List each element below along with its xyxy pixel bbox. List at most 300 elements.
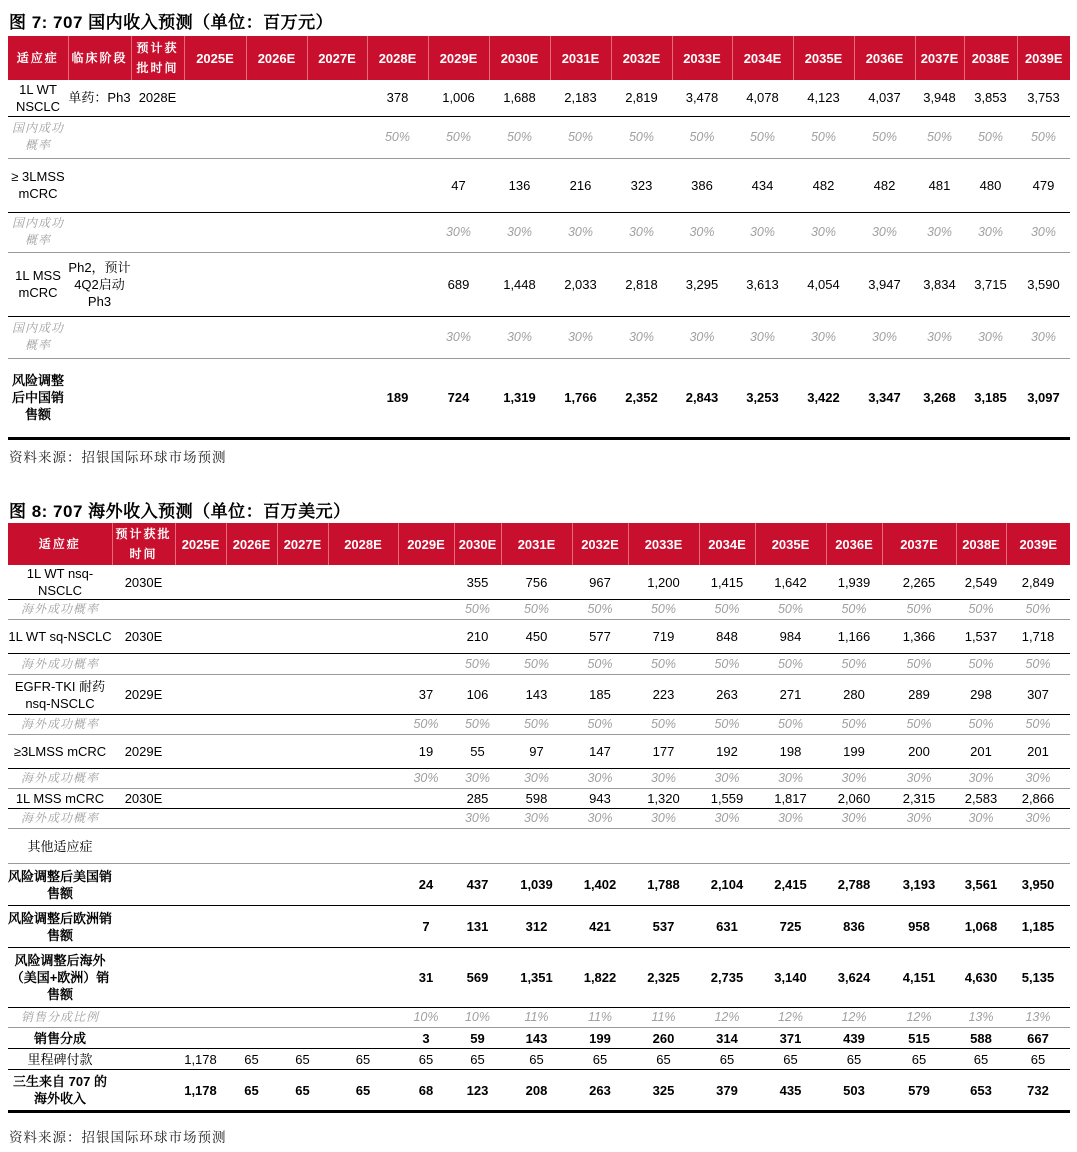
table-cell: 50%	[464, 602, 491, 616]
table-cell: 579	[908, 1082, 930, 1098]
table-cell: 2,352	[625, 390, 658, 405]
table-cell: 1,559	[710, 791, 744, 806]
table-cell	[454, 829, 501, 864]
table-cell: 1,939	[837, 574, 871, 590]
table-cell	[68, 212, 131, 252]
table-cell: 50%	[714, 602, 740, 616]
table-cell	[1006, 829, 1070, 864]
table-cell: 65	[244, 1082, 259, 1098]
table-cell	[226, 809, 277, 829]
table-cell: 198	[779, 744, 802, 759]
row-label: 海外成功概率	[20, 717, 99, 731]
table-cell	[226, 735, 277, 769]
table-cell	[367, 316, 428, 358]
table-cell: 379	[716, 1082, 738, 1098]
table-cell	[112, 1049, 175, 1070]
column-header: 2037E	[915, 36, 964, 80]
column-header: 2035E	[793, 36, 854, 80]
table-cell: 3,478	[685, 90, 719, 106]
table-cell: 65	[529, 1051, 544, 1067]
table-cell: 1,319	[503, 390, 536, 405]
table-cell: 50%	[968, 602, 994, 616]
table-cell: 537	[652, 919, 675, 934]
table-cell: 3,948	[923, 90, 956, 106]
table-cell: 50%	[587, 656, 613, 671]
table-cell: 30%	[777, 771, 804, 785]
table-cell: 1,766	[564, 390, 597, 405]
table-cell: 667	[1027, 1030, 1049, 1046]
table-cell	[328, 864, 398, 906]
table-cell: 30%	[567, 224, 594, 239]
table-cell: 50%	[777, 602, 804, 616]
table-cell: 2028E	[138, 90, 177, 106]
table-cell	[131, 358, 184, 438]
table-cell: 943	[589, 791, 611, 806]
table-cell: 1,351	[520, 970, 553, 985]
table-cell: 1,366	[902, 629, 936, 644]
table-cell: 2,325	[647, 970, 680, 985]
table-cell: 50%	[1025, 602, 1051, 616]
table-cell: 65	[846, 1051, 862, 1067]
table-cell	[246, 158, 307, 212]
table-cell	[328, 600, 398, 620]
table-row	[8, 212, 1070, 252]
table-cell: 482	[873, 177, 896, 193]
table-cell: 65	[719, 1051, 735, 1067]
table-cell: 30%	[650, 771, 677, 785]
table-cell: 65	[355, 1051, 371, 1067]
table-cell: 192	[716, 744, 738, 759]
table-cell: 2029E	[124, 687, 163, 702]
table-cell	[246, 252, 307, 316]
table-cell: 1,006	[442, 90, 475, 106]
row-label: 风险调整后中国销售额	[11, 373, 64, 422]
table-cell: 2,549	[964, 574, 998, 590]
table-cell	[367, 212, 428, 252]
table-cell: 3	[422, 1030, 430, 1046]
table-cell: 836	[843, 919, 865, 934]
row-label: 国内成功概率	[11, 121, 64, 152]
table-row	[8, 316, 1070, 358]
table-cell: 1,537	[964, 629, 998, 644]
table-row	[8, 158, 1070, 212]
column-header: 2028E	[367, 36, 428, 80]
table-cell: 756	[525, 574, 548, 590]
table-cell: 50%	[523, 602, 550, 616]
table-cell	[131, 158, 184, 212]
table-cell	[226, 1008, 277, 1028]
table-cell: 30%	[1030, 329, 1057, 344]
table-cell	[277, 1028, 328, 1049]
table-cell: 30%	[714, 811, 740, 825]
table-cell: 2,818	[625, 276, 658, 292]
table-cell	[226, 829, 277, 864]
table-cell: 439	[843, 1030, 865, 1046]
table-cell: 3,834	[923, 276, 956, 292]
table-cell: 30%	[968, 771, 994, 785]
column-header: 2033E	[672, 36, 732, 80]
table-cell: 30%	[689, 224, 715, 239]
table-cell: 2,583	[964, 791, 998, 806]
table-cell: 65	[911, 1051, 927, 1067]
table-cell: 719	[652, 629, 675, 644]
column-header: 2032E	[611, 36, 672, 80]
table-cell: 50%	[968, 656, 994, 671]
table-cell	[184, 116, 246, 158]
table-cell: 11%	[587, 1010, 613, 1024]
table-cell: 65	[1030, 1051, 1046, 1067]
table-cell: 588	[970, 1030, 992, 1046]
table-cell: 3,613	[746, 276, 779, 292]
table-cell: 577	[589, 629, 611, 644]
table-cell	[112, 864, 175, 906]
table-cell: 50%	[841, 656, 867, 671]
table-cell: 11%	[651, 1010, 676, 1024]
table-cell: 13%	[968, 1010, 994, 1024]
table-cell: 50%	[906, 656, 932, 671]
column-header: 2030E	[489, 36, 550, 80]
table-cell	[184, 158, 246, 212]
table-cell: 263	[589, 1082, 611, 1098]
table-cell	[112, 948, 175, 1008]
table-cell: 97	[529, 744, 544, 759]
table-cell	[175, 769, 226, 789]
table-cell: 3,347	[868, 390, 901, 405]
column-header: 2038E	[964, 36, 1017, 80]
table-cell: 323	[630, 177, 653, 193]
overseas-revenue-table	[8, 523, 1070, 1113]
table-cell	[175, 620, 226, 654]
table-cell: 5,135	[1021, 970, 1055, 985]
column-header: 2031E	[550, 36, 611, 80]
table-cell: 50%	[749, 129, 776, 144]
table-cell	[246, 80, 307, 116]
table-cell	[175, 715, 226, 735]
table-cell: 30%	[1025, 771, 1051, 785]
column-header: 2035E	[755, 523, 826, 565]
table-cell: 30%	[1030, 224, 1057, 239]
table-cell: 177	[652, 744, 675, 759]
table-row	[8, 1028, 1070, 1049]
table-cell: 147	[589, 744, 611, 759]
table-cell	[131, 212, 184, 252]
column-header: 2039E	[1006, 523, 1070, 565]
table-cell	[246, 358, 307, 438]
table-cell: 30%	[749, 224, 776, 239]
table-row	[8, 116, 1070, 158]
table-cell	[277, 829, 328, 864]
table-cell	[226, 906, 277, 948]
table-cell	[112, 769, 175, 789]
table-cell: 434	[751, 177, 774, 193]
column-header: 2025E	[184, 36, 246, 80]
table-cell: 482	[812, 177, 835, 193]
table-cell: 50%	[506, 129, 533, 144]
column-header: 临床阶段	[68, 36, 131, 80]
table-cell: 50%	[871, 129, 898, 144]
table-row	[8, 675, 1070, 715]
table-cell	[175, 565, 226, 600]
table-cell: 50%	[777, 656, 804, 671]
table-cell	[277, 809, 328, 829]
table-cell: 4,037	[868, 90, 901, 106]
row-label: 1L WT sq-NSCLC	[8, 629, 112, 644]
table-cell	[112, 1028, 175, 1049]
figure-7-source: 资料来源：招银国际环球市场预测	[9, 450, 227, 465]
table-cell: 325	[652, 1082, 675, 1098]
table-cell: 3,753	[1027, 90, 1060, 106]
table-cell	[184, 358, 246, 438]
row-label: 国内成功概率	[11, 321, 64, 352]
table-cell: 3,950	[1021, 877, 1055, 892]
table-cell: 421	[589, 919, 611, 934]
table-cell: 450	[525, 629, 548, 644]
table-cell: 1,822	[583, 970, 617, 985]
table-cell	[277, 789, 328, 809]
column-header: 2027E	[307, 36, 367, 80]
table-cell: 1,718	[1021, 629, 1055, 644]
table-cell	[226, 948, 277, 1008]
table-cell: 30%	[628, 224, 655, 239]
table-cell	[328, 654, 398, 675]
table-cell: 50%	[714, 656, 740, 671]
table-cell	[112, 1008, 175, 1028]
table-cell: 1,068	[964, 919, 998, 934]
table-row	[8, 829, 1070, 864]
table-cell	[226, 565, 277, 600]
table-cell: 1,178	[184, 1051, 217, 1067]
table-cell: 201	[970, 744, 992, 759]
table-row	[8, 809, 1070, 829]
table-cell	[175, 829, 226, 864]
row-label: 其他适应症	[27, 838, 93, 854]
table-cell: 30%	[977, 224, 1004, 239]
table-cell	[328, 789, 398, 809]
table-cell	[277, 654, 328, 675]
table-cell: 30%	[464, 771, 491, 785]
table-cell: 68	[418, 1082, 434, 1098]
row-label: 海外成功概率	[20, 656, 99, 671]
table-cell: 30%	[871, 329, 898, 344]
table-cell: 30%	[871, 224, 898, 239]
table-cell	[277, 769, 328, 789]
table-cell: 631	[716, 919, 738, 934]
table-cell: 12%	[841, 1010, 867, 1024]
table-cell	[246, 116, 307, 158]
table-row	[8, 252, 1070, 316]
table-cell: 50%	[926, 129, 953, 144]
table-cell: 480	[979, 177, 1002, 193]
table-cell: 378	[386, 90, 409, 106]
table-cell: 2030E	[124, 791, 163, 806]
table-cell: 1,178	[184, 1082, 217, 1098]
table-cell: 单药：Ph3	[68, 90, 131, 106]
table-cell	[328, 769, 398, 789]
table-cell: 50%	[523, 656, 550, 671]
table-cell: 50%	[810, 129, 837, 144]
table-cell: 30%	[689, 329, 715, 344]
table-cell: 30%	[587, 771, 613, 785]
table-cell: 2,788	[837, 877, 871, 892]
column-header: 2034E	[732, 36, 793, 80]
table-cell: 30%	[810, 224, 837, 239]
table-cell: 355	[466, 574, 489, 590]
table-cell	[328, 948, 398, 1008]
column-header: 2028E	[328, 523, 398, 565]
row-label: 1L WT nsq-NSCLC	[26, 566, 94, 598]
table-cell	[826, 829, 882, 864]
table-cell	[277, 735, 328, 769]
table-cell	[226, 654, 277, 675]
table-cell: 1,448	[503, 276, 536, 292]
table-cell: 1,402	[583, 877, 617, 892]
table-cell: 50%	[413, 717, 439, 731]
table-cell: 30%	[445, 329, 472, 344]
table-cell	[184, 80, 246, 116]
column-header: 2026E	[226, 523, 277, 565]
column-header: 2036E	[826, 523, 882, 565]
table-cell: 307	[1027, 687, 1049, 702]
row-label: 1L MSS mCRC	[15, 268, 61, 300]
table-cell: 3,947	[868, 276, 901, 292]
table-cell: 50%	[445, 129, 472, 144]
column-header: 2031E	[501, 523, 572, 565]
table-cell: 30%	[777, 811, 804, 825]
table-cell	[175, 654, 226, 675]
table-cell: 30%	[523, 811, 550, 825]
table-cell: 271	[779, 687, 802, 702]
table-cell: 106	[466, 687, 489, 702]
row-label: 1L MSS mCRC	[15, 791, 105, 806]
table-cell	[277, 1008, 328, 1028]
table-cell: 3,561	[964, 877, 998, 892]
table-cell: 10%	[464, 1010, 491, 1024]
table-cell: 30%	[523, 771, 550, 785]
table-cell: 2,866	[1021, 791, 1055, 806]
table-cell	[572, 829, 628, 864]
table-cell	[277, 675, 328, 715]
table-cell	[226, 769, 277, 789]
table-cell	[328, 1008, 398, 1028]
row-label: 海外成功概率	[20, 771, 99, 785]
table-cell	[277, 565, 328, 600]
table-cell: 50%	[968, 717, 994, 731]
table-cell: 2,849	[1021, 574, 1055, 590]
table-cell: 50%	[523, 717, 550, 731]
table-row	[8, 358, 1070, 438]
table-cell: 50%	[650, 656, 677, 671]
column-header: 2037E	[882, 523, 956, 565]
table-cell: 223	[652, 687, 675, 702]
column-header: 2025E	[175, 523, 226, 565]
table-cell: 3,140	[774, 970, 807, 985]
column-header: 2029E	[398, 523, 454, 565]
table-cell	[131, 316, 184, 358]
row-label: 海外成功概率	[20, 811, 99, 825]
row-label: 风险调整后海外（美国+欧洲）销售额	[10, 953, 110, 1002]
table-cell	[628, 829, 699, 864]
table-row	[8, 789, 1070, 809]
table-cell: 30%	[749, 329, 776, 344]
table-cell: 515	[908, 1030, 930, 1046]
table-cell: 50%	[464, 717, 491, 731]
table-cell: 4,054	[807, 276, 840, 292]
table-cell: 725	[779, 919, 802, 934]
table-cell: 732	[1027, 1082, 1049, 1098]
table-cell: 653	[970, 1082, 992, 1098]
table-cell	[112, 906, 175, 948]
table-cell: 50%	[587, 717, 613, 731]
table-cell: 3,715	[974, 276, 1007, 292]
table-cell	[131, 252, 184, 316]
table-cell: 50%	[1025, 656, 1051, 671]
table-cell: 263	[716, 687, 738, 702]
table-row	[8, 654, 1070, 675]
table-row	[8, 906, 1070, 948]
table-cell	[246, 316, 307, 358]
table-row	[8, 620, 1070, 654]
column-header: 预计获批时间	[112, 523, 175, 565]
table-cell: 30%	[567, 329, 594, 344]
table-cell	[226, 600, 277, 620]
table-cell: 2030E	[124, 629, 163, 644]
table-cell: 2,843	[685, 390, 719, 405]
table-cell	[175, 600, 226, 620]
table-cell: 201	[1027, 744, 1049, 759]
table-cell: 189	[386, 390, 409, 405]
table-cell: 59	[470, 1030, 485, 1046]
row-label: EGFR-TKI 耐药 nsq-NSCLC	[14, 678, 106, 711]
table-cell: 30%	[841, 811, 867, 825]
table-cell: 30%	[926, 329, 953, 344]
table-cell: 199	[843, 744, 865, 759]
row-label: 销售分成比例	[20, 1010, 99, 1024]
table-cell: 1,642	[774, 574, 807, 590]
table-cell: 65	[470, 1051, 485, 1067]
table-cell: 4,123	[807, 90, 840, 106]
row-label: 销售分成	[33, 1030, 86, 1046]
table-cell	[328, 906, 398, 948]
table-cell: 50%	[464, 656, 491, 671]
table-cell: 47	[451, 177, 466, 193]
column-header: 2030E	[454, 523, 501, 565]
row-label: 国内成功概率	[11, 216, 64, 247]
table-cell: 12%	[777, 1010, 804, 1024]
table-cell: 131	[466, 919, 489, 934]
table-cell	[112, 829, 175, 864]
table-cell	[68, 158, 131, 212]
table-cell: 2030E	[124, 574, 163, 590]
table-cell	[68, 116, 131, 158]
table-cell: 65	[656, 1051, 671, 1067]
column-header: 2032E	[572, 523, 628, 565]
table-cell: 967	[589, 574, 611, 590]
table-cell: 4,630	[964, 970, 998, 985]
table-cell: 50%	[906, 717, 932, 731]
column-header: 2034E	[699, 523, 755, 565]
table-cell	[277, 948, 328, 1008]
table-cell: 50%	[977, 129, 1004, 144]
table-cell: 210	[466, 629, 489, 644]
table-cell: 598	[525, 791, 548, 806]
table-cell	[246, 212, 307, 252]
column-header: 适应症	[8, 36, 68, 80]
column-header: 2036E	[854, 36, 915, 80]
table-cell: 260	[652, 1030, 675, 1046]
table-row	[8, 1049, 1070, 1070]
table-cell: 30%	[841, 771, 867, 785]
table-cell	[328, 565, 398, 600]
